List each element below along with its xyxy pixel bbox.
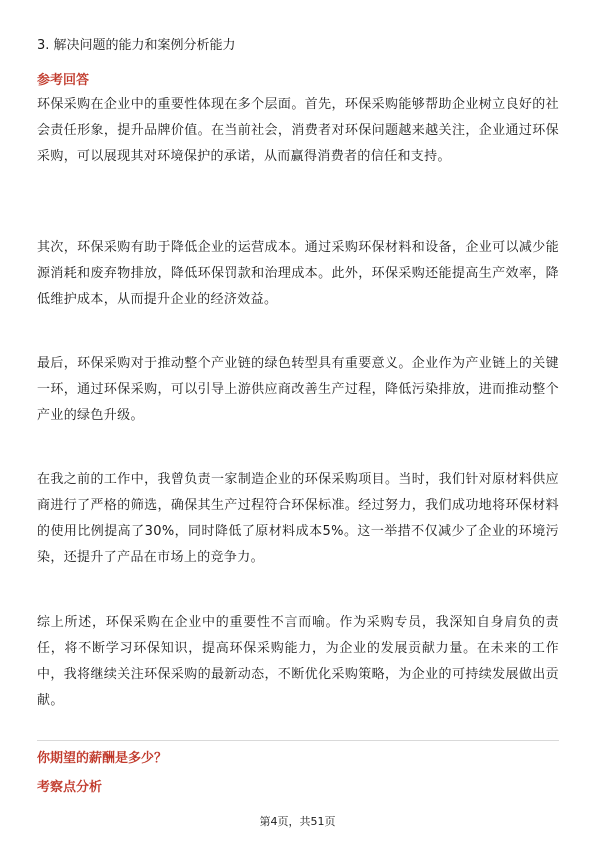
paragraph-1: 环保采购在企业中的重要性体现在多个层面。首先，环保采购能够帮助企业树立良好的社会责任形象，提升品牌价值。在当前社会，消费者对环保问题越来越关注，企业通过环保采购，可以展现其对环境保护的承诺，从而赢得消费者的信任和支持。 [37,97,559,164]
paragraph-3: 最后，环保采购对于推动整个产业链的绿色转型具有重要意义。企业作为产业链上的关键一环，通过环保采购，可以引导上游供应商改善生产过程，降低污染排放，进而推动整个产业的绿色升级。 [37,356,559,423]
analysis-label: 考察点分析 [37,780,103,795]
section-heading: 3. 解决问题的能力和案例分析能力 [37,38,236,53]
page-number-footer: 第4页，共51页 [259,815,336,828]
answer-label: 参考回答 [37,73,90,88]
next-question-heading: 你期望的薪酬是多少？ [37,751,168,766]
paragraph-4: 在我之前的工作中，我曾负责一家制造企业的环保采购项目。当时，我们针对原材料供应商进行了严格的筛选，确保其生产过程符合环保标准。经过努力，我们成功地将环保材料的使用比例提高了30%，同时降低了原材料成本5%。这一举措不仅减少了企业的环境污染，还提升了产品在市场上的竞争力。 [37,472,559,565]
paragraph-2: 其次，环保采购有助于降低企业的运营成本。通过采购环保材料和设备，企业可以减少能源消耗和废弃物排放，降低环保罚款和治理成本。此外，环保采购还能提高生产效率，降低维护成本，从而提升企业的经济效益。 [37,240,559,307]
paragraph-5: 综上所述，环保采购在企业中的重要性不言而喻。作为采购专员，我深知自身肩负的责任，将不断学习环保知识，提高环保采购能力，为企业的发展贡献力量。在未来的工作中，我将继续关注环保采购的最新动态，不断优化采购策略，为企业的可持续发展做出贡献。 [37,615,559,708]
section-divider [37,740,559,741]
